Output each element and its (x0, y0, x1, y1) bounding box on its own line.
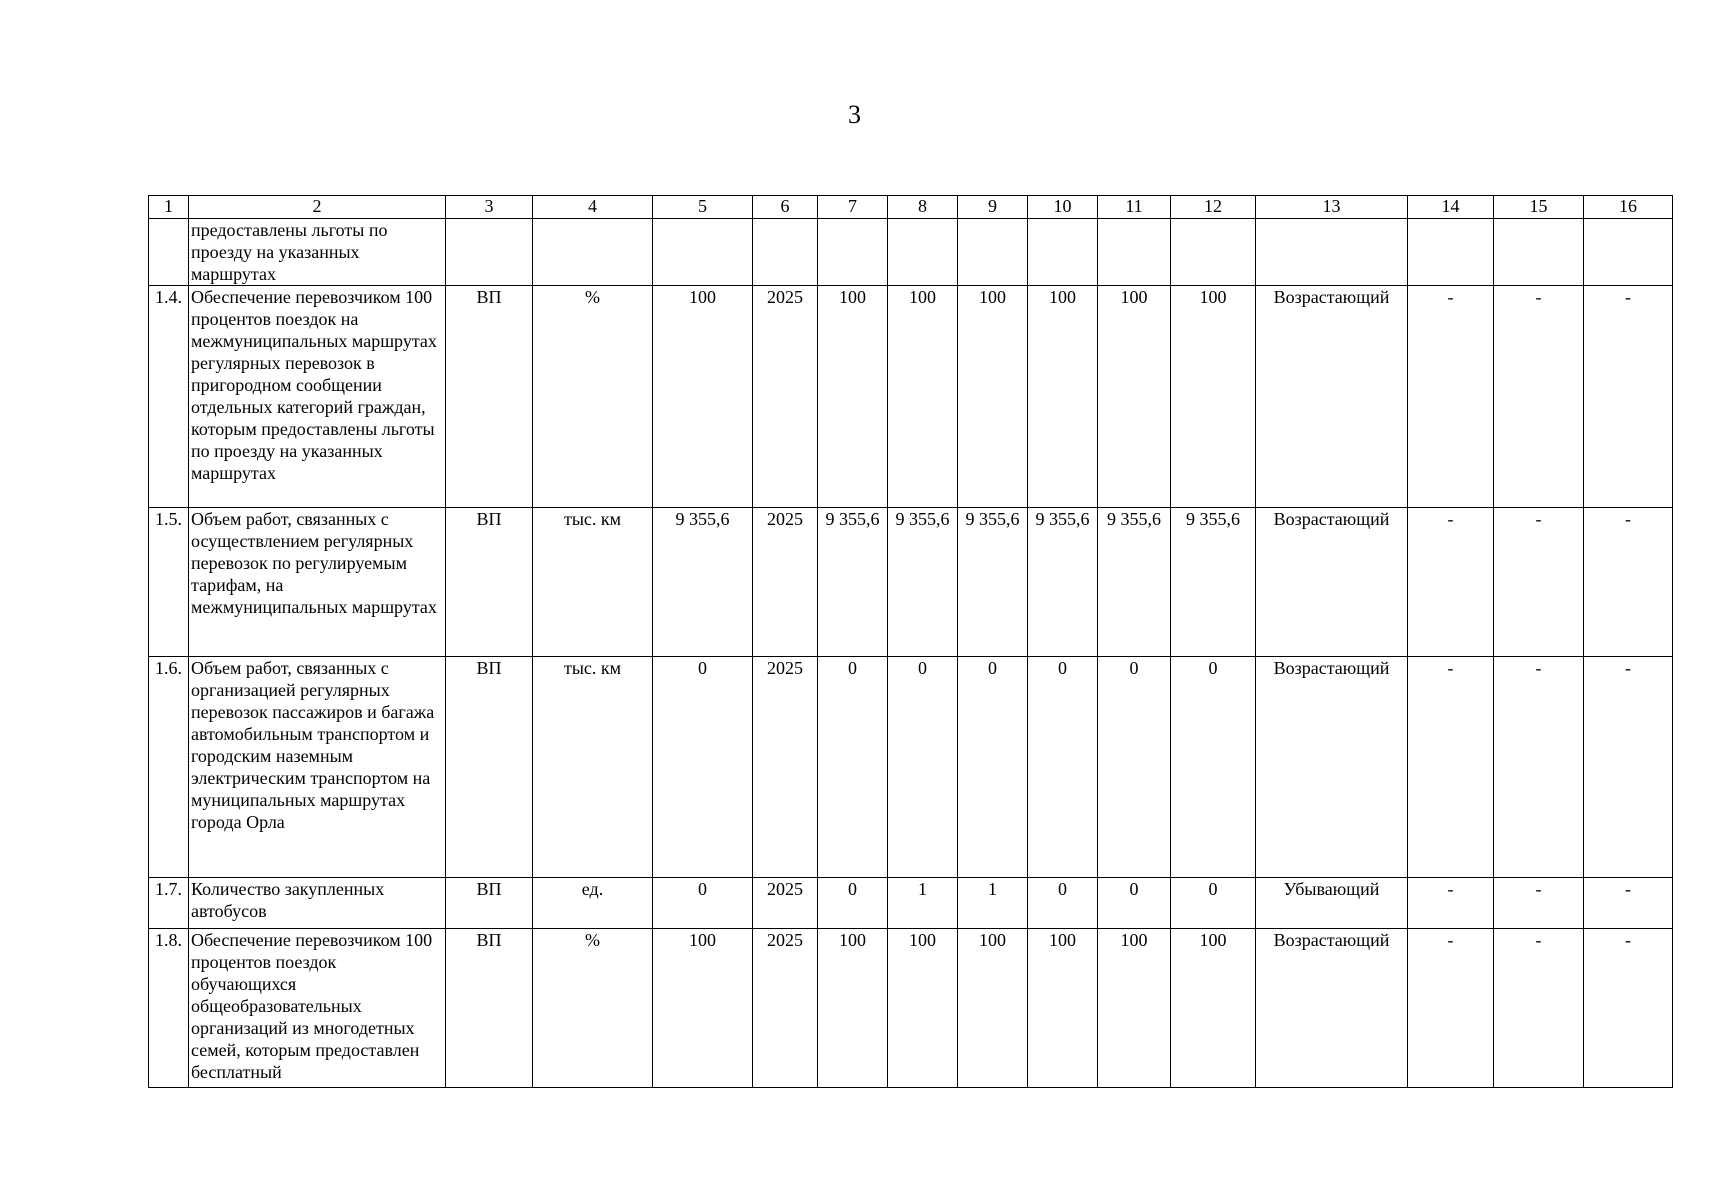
indicator-level: ВП (446, 286, 533, 508)
base-value: 0 (653, 878, 753, 929)
indicator-name: Объем работ, связанных с осуществлением регулярных перевозок по регулируемым тарифам, на межмуниципальных маршрутах (189, 508, 446, 657)
header-cell: 16 (1584, 196, 1673, 219)
dash-cell: - (1584, 878, 1673, 929)
indicator-name: Количество закупленных автобусов (189, 878, 446, 929)
base-value (653, 219, 753, 286)
base-value: 100 (653, 286, 753, 508)
dash-cell: - (1494, 286, 1584, 508)
unit-cell: тыс. км (533, 508, 653, 657)
value-cell: 0 (1098, 878, 1171, 929)
value-cell: 0 (818, 657, 888, 878)
table-row (149, 878, 1673, 929)
base-value: 100 (653, 929, 753, 1088)
trend-cell (1256, 219, 1408, 286)
value-cell: 0 (1028, 878, 1098, 929)
page-number: 3 (848, 100, 861, 129)
header-cell: 5 (653, 196, 753, 219)
header-row (149, 196, 1673, 219)
trend-cell: Возрастающий (1256, 657, 1408, 878)
header-cell: 6 (753, 196, 818, 219)
value-cell: 0 (1171, 657, 1256, 878)
indicator-name: Обеспечение перевозчиком 100 процентов поездок обучающихся общеобразовательных организаций из многодетных семей, которым предоставлен бесплатный (189, 929, 446, 1088)
value-cell: 0 (958, 657, 1028, 878)
indicator-name: Обеспечение перевозчиком 100 процентов поездок на межмуниципальных маршрутах регулярных перевозок в пригородном сообщении отдельных категорий граждан, которым предоставлены льготы по проезду на указанных маршрутах (189, 286, 446, 508)
dash-cell: - (1584, 508, 1673, 657)
value-cell: 9 355,6 (818, 508, 888, 657)
unit-cell: % (533, 286, 653, 508)
header-cell: 9 (958, 196, 1028, 219)
table-row (149, 657, 1673, 878)
dash-cell (1584, 219, 1673, 286)
base-year (753, 219, 818, 286)
base-year: 2025 (753, 286, 818, 508)
dash-cell: - (1584, 286, 1673, 508)
header-cell: 15 (1494, 196, 1584, 219)
table-row (149, 929, 1673, 1088)
indicator-level: ВП (446, 508, 533, 657)
base-value: 9 355,6 (653, 508, 753, 657)
value-cell: 100 (1098, 929, 1171, 1088)
row-number: 1.5. (149, 508, 189, 657)
dash-cell: - (1408, 508, 1494, 657)
trend-cell: Возрастающий (1256, 286, 1408, 508)
value-cell: 9 355,6 (1171, 508, 1256, 657)
unit-cell: тыс. км (533, 657, 653, 878)
dash-cell: - (1584, 929, 1673, 1088)
indicator-level: ВП (446, 929, 533, 1088)
value-cell: 9 355,6 (958, 508, 1028, 657)
indicator-level (446, 219, 533, 286)
unit-cell (533, 219, 653, 286)
base-value: 0 (653, 657, 753, 878)
value-cell (888, 219, 958, 286)
value-cell: 9 355,6 (888, 508, 958, 657)
value-cell: 100 (1171, 286, 1256, 508)
value-cell (818, 219, 888, 286)
value-cell (958, 219, 1028, 286)
indicator-level: ВП (446, 878, 533, 929)
header-cell: 4 (533, 196, 653, 219)
value-cell: 9 355,6 (1028, 508, 1098, 657)
dash-cell: - (1494, 657, 1584, 878)
row-number: 1.4. (149, 286, 189, 508)
value-cell: 0 (818, 878, 888, 929)
trend-cell: Возрастающий (1256, 929, 1408, 1088)
unit-cell: ед. (533, 878, 653, 929)
header-cell: 11 (1098, 196, 1171, 219)
trend-cell: Возрастающий (1256, 508, 1408, 657)
indicator-name: предоставлены льготы по проезду на указанных маршрутах (189, 219, 446, 286)
value-cell: 100 (1098, 286, 1171, 508)
value-cell: 100 (818, 286, 888, 508)
value-cell: 100 (818, 929, 888, 1088)
dash-cell (1408, 219, 1494, 286)
row-number: 1.7. (149, 878, 189, 929)
header-cell: 10 (1028, 196, 1098, 219)
indicator-level: ВП (446, 657, 533, 878)
value-cell (1028, 219, 1098, 286)
header-cell: 2 (189, 196, 446, 219)
dash-cell: - (1494, 508, 1584, 657)
table-row (149, 286, 1673, 508)
dash-cell: - (1494, 929, 1584, 1088)
header-cell: 14 (1408, 196, 1494, 219)
dash-cell: - (1584, 657, 1673, 878)
value-cell: 100 (1028, 929, 1098, 1088)
value-cell: 1 (958, 878, 1028, 929)
base-year: 2025 (753, 878, 818, 929)
dash-cell (1494, 219, 1584, 286)
table-row (149, 219, 1673, 286)
value-cell: 100 (888, 929, 958, 1088)
dash-cell: - (1408, 929, 1494, 1088)
header-cell: 12 (1171, 196, 1256, 219)
value-cell: 9 355,6 (1098, 508, 1171, 657)
indicator-name: Объем работ, связанных с организацией регулярных перевозок пассажиров и багажа автомобильным транспортом и городским наземным электрическим транспортом на муниципальных маршрутах города Орла (189, 657, 446, 878)
row-number: 1.8. (149, 929, 189, 1088)
dash-cell: - (1408, 286, 1494, 508)
value-cell: 100 (1171, 929, 1256, 1088)
value-cell: 1 (888, 878, 958, 929)
dash-cell: - (1408, 657, 1494, 878)
value-cell: 100 (888, 286, 958, 508)
row-number: 1.6. (149, 657, 189, 878)
base-year: 2025 (753, 929, 818, 1088)
value-cell (1171, 219, 1256, 286)
value-cell: 100 (1028, 286, 1098, 508)
table-row (149, 508, 1673, 657)
header-cell: 13 (1256, 196, 1408, 219)
value-cell: 100 (958, 286, 1028, 508)
value-cell: 0 (888, 657, 958, 878)
value-cell: 100 (958, 929, 1028, 1088)
base-year: 2025 (753, 657, 818, 878)
value-cell: 0 (1098, 657, 1171, 878)
value-cell: 0 (1028, 657, 1098, 878)
header-cell: 1 (149, 196, 189, 219)
trend-cell: Убывающий (1256, 878, 1408, 929)
header-cell: 8 (888, 196, 958, 219)
header-cell: 7 (818, 196, 888, 219)
value-cell: 0 (1171, 878, 1256, 929)
value-cell (1098, 219, 1171, 286)
base-year: 2025 (753, 508, 818, 657)
dash-cell: - (1494, 878, 1584, 929)
row-number (149, 219, 189, 286)
unit-cell: % (533, 929, 653, 1088)
header-cell: 3 (446, 196, 533, 219)
dash-cell: - (1408, 878, 1494, 929)
indicators-table (148, 195, 1673, 1088)
